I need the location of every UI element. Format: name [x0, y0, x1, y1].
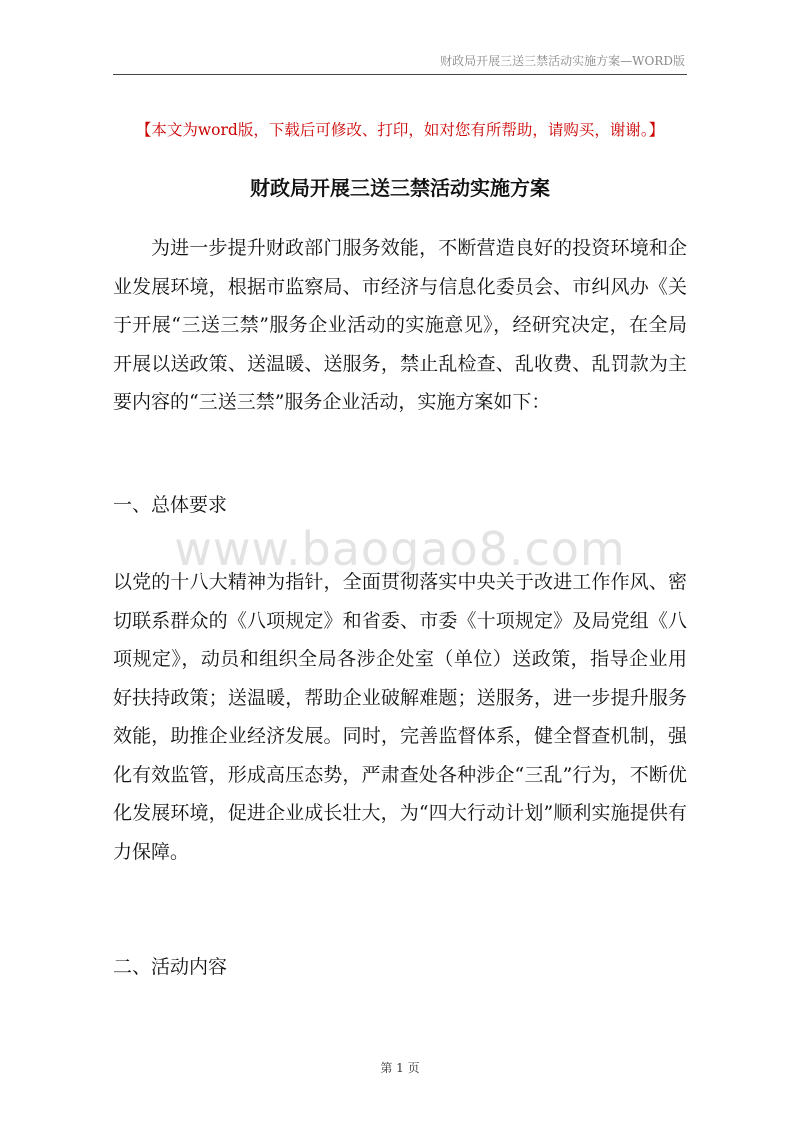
section-heading-activity-content: 二、活动内容 [113, 956, 228, 978]
header-divider [113, 74, 687, 75]
general-requirements-paragraph: 以党的十八大精神为指针，全面贯彻落实中央关于改进工作作风、密切联系群众的《八项规定》和省委、市委《十项规定》及局党组《八项规定》，动员和组织全局各涉企处室（单位）送政策，指导企业用好扶持政策；送温暖，帮助企业破解难题；送服务，进一步提升服务效能，助推企业经济发展。同时，完善监督体系，健全督查机制，强化有效监管，形成高压态势，严肃查处各种涉企“三乱”行为，不断优化发展环境，促进企业成长壮大，为“四大行动计划”顺利实施提供有力保障。 [113, 571, 687, 863]
download-notice: 【本文为word版，下载后可修改、打印，如对您有所帮助，请购买，谢谢。】 [135, 121, 665, 139]
running-header: 财政局开展三送三禁活动实施方案—WORD版 [440, 54, 685, 68]
section-heading-general-requirements: 一、总体要求 [113, 494, 228, 516]
document-title: 财政局开展三送三禁活动实施方案 [250, 176, 550, 200]
page-number: 第 1 页 [380, 1061, 420, 1075]
watermark: www.baogao8.com [174, 522, 626, 576]
intro-paragraph: 为进一步提升财政部门服务效能，不断营造良好的投资环境和企业发展环境，根据市监察局、市经济与信息化委员会、市纠风办《关于开展“三送三禁”服务企业活动的实施意见》，经研究决定，在全局开展以送政策、送温暖、送服务，禁止乱检查、乱收费、乱罚款为主要内容的“三送三禁”服务企业活动，实施方案如下： [113, 237, 687, 413]
